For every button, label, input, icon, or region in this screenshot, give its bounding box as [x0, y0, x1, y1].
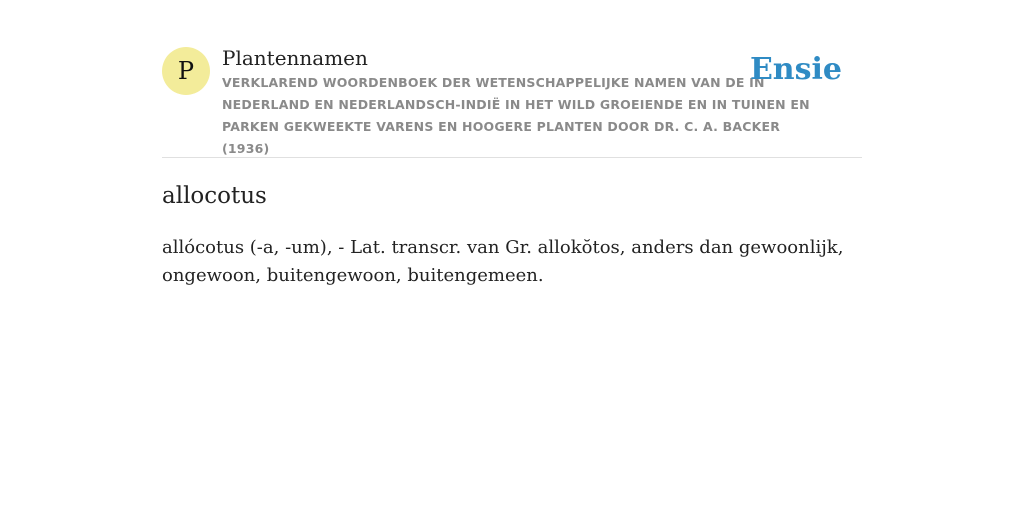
entry-title: allocotus [162, 183, 267, 209]
source-title[interactable]: Plantennamen [222, 46, 368, 70]
entry-definition: allócotus (-a, -um), - Lat. transcr. van Gr. allokŏtos, anders dan gewoonlijk, ongewoon, buitengewoon, buitengemeen. [162, 237, 844, 286]
source-subtitle: VERKLAREND WOORDENBOEK DER WETENSCHAPPELIJKE NAMEN VAN DE IN NEDERLAND EN NEDERLANDSCH-INDIË IN HET WILD GROEIENDE EN IN TUINEN EN PARKEN GEKWEEKTE VARENS EN HOOGERE PLANTEN DOOR DR. C. A. BACKER (1936) [222, 75, 810, 156]
source-avatar[interactable]: P [162, 47, 210, 95]
source-header [162, 0, 862, 158]
page-container [162, 0, 862, 286]
brand-logo-link[interactable]: Ensie [749, 52, 842, 87]
